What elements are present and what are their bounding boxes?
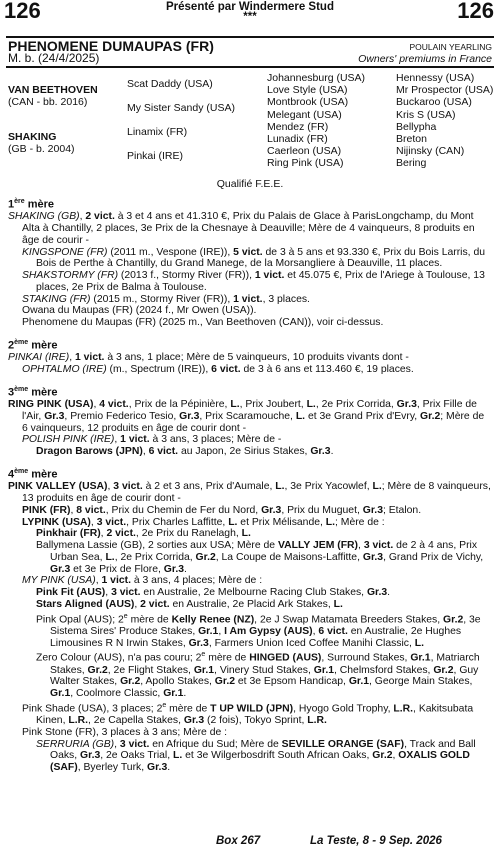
gen3-2: Montbrook (USA) xyxy=(267,96,349,109)
produce-serruria: SERRURIA (GB), 3 vict. en Afrique du Sud; Mère de SEVILLE ORANGE (SAF), Track and Ball Oaks, Gr.3, 2e Oaks Trial, L. et 3e Wilgerbosdrift South African Oaks, Gr.2, OXALIS GOLD (SAF), Byerley Turk, Gr.3. xyxy=(36,738,476,774)
gen4-0: Hennessy (USA) xyxy=(396,72,475,84)
produce-pink-stone: Pink Stone (FR), 3 places à 3 ans; Mère de : xyxy=(22,726,228,738)
gen4-3: Kris S (USA) xyxy=(396,108,456,121)
produce-pink-opal: Pink Opal (AUS); 2e mère de Kelly Renee (NZ), 2e J Swap Matamata Breeders Stakes, Gr.2, 3e Sistema Sires' Produce Stakes, Gr.1, I Am Gypsy (AUS), 6 vict. en Australie, 2e Hughes Limousines R N Irwin Stakes, Gr.3, Farmers Union Iced Coffee Manihi Classic, L. xyxy=(36,612,481,649)
gen2-3: Pinkai (IRE) xyxy=(127,150,184,162)
section-second-dam: 2ème mère xyxy=(8,338,58,352)
gen3-5: Lunadix (FR) xyxy=(267,133,328,146)
pedigree-rule xyxy=(6,66,494,68)
horse-sex-dob: M. b. (24/4/2025) xyxy=(8,51,100,65)
gen4-6: Nijinsky (CAN) xyxy=(396,145,465,158)
presenter-stars: *** xyxy=(243,11,257,23)
produce-owana: Owana du Maupas (FR) (2024 f., Mr Owen (USA)). xyxy=(22,305,257,317)
gen4-4: Bellypha xyxy=(396,120,437,133)
produce-pink: PINK (FR), 8 vict., Prix du Chemin de Fer du Nord, Gr.3, Prix du Muguet, Gr.3; Etalon. xyxy=(22,504,422,516)
gen4-7: Bering xyxy=(396,157,427,170)
produce-ballymena: Ballymena Lassie (GB), 2 sorties aux USA; Mère de VALLY JEM (FR), 3 vict. de 2 à 4 ans, Prix Urban Sea, L., 2e Prix Corrida, Gr.2, La Coupe de Maisons-Laffitte, Gr.3, Grand Prix de Vichy, Gr.3 et 3e Prix de Flore, Gr.3. xyxy=(36,540,484,575)
catalogue-header xyxy=(0,0,500,38)
gen3-3: Melegant (USA) xyxy=(267,108,342,121)
second-dam-para: PINKAI (IRE), 1 vict. à 3 ans, 1 place; Mère de 5 vainqueurs, 10 produits vivants dont - xyxy=(8,352,409,364)
produce-my-pink: MY PINK (USA), 1 vict. à 3 ans, 4 places; Mère de : xyxy=(22,575,263,587)
produce-pinkhair: Pinkhair (FR), 2 vict., 2e Prix du Ranelagh, L. xyxy=(36,528,251,540)
pedigree-gen4 xyxy=(396,72,493,170)
pedigree-gen3 xyxy=(267,72,365,170)
dam-family xyxy=(8,196,492,774)
gen3-1: Love Style (USA) xyxy=(267,84,348,97)
produce-ophtalmo: OPHTALMO (IRE) (m., Spectrum (IRE)), 6 vict. de 3 à 6 ans et 113.460 €, 19 places. xyxy=(22,364,414,376)
section-third-dam: 3ème mère xyxy=(8,385,58,399)
produce-pink-shade: Pink Shade (USA), 3 places; 2e mère de T UP WILD (JPN), Hyogo Gold Trophy, L.R., Kakitsubata Kinen, L.R., 2e Capella Stakes, Gr.3 (2 fois), Tokyo Sprint, L.R. xyxy=(22,701,474,727)
sale-location-dates: La Teste, 8 - 9 Sep. 2026 xyxy=(310,835,442,847)
produce-dragon-barows: Dragon Barows (JPN), 6 vict. au Japon, 2e Sirius Stakes, Gr.3. xyxy=(36,446,334,458)
gen2-2: Linamix (FR) xyxy=(127,126,188,138)
third-dam-para: RING PINK (USA), 4 vict., Prix de la Pépinière, L., Prix Joubert, L., 2e Prix Corrida, Gr.3, Prix Fille de l'Air, Gr.3, Premio Federico Tesio, Gr.3, Prix Scaramouche, L. et 3e Grand Prix d'Evry, Gr.2; Mère de 6 vainqueurs, 12 produits en âge de courir dont - xyxy=(8,399,485,434)
owners-note: Owners' premiums in France xyxy=(358,53,492,65)
dam-name: SHAKING xyxy=(8,131,57,143)
box-number: Box 267 xyxy=(216,835,261,847)
horse-name: PHENOMENE DUMAUPAS (FR) xyxy=(8,38,214,54)
lot-number-left: 126 xyxy=(4,0,41,23)
section-fourth-dam: 4ème mère xyxy=(8,467,58,481)
qualification-note: Qualifié F.E.E. xyxy=(216,178,284,190)
produce-pink-fit: Pink Fit (AUS), 3 vict. en Australie, 2e Melbourne Racing Club Stakes, Gr.3. xyxy=(36,587,391,599)
produce-staking: STAKING (FR) (2015 m., Stormy River (FR)), 1 vict., 3 places. xyxy=(22,293,310,305)
gen4-5: Breton xyxy=(396,133,427,146)
gen4-1: Mr Prospector (USA) xyxy=(396,84,494,97)
produce-phenomene: Phenomene du Maupas (FR) (2025 m., Van Beethoven (CAN)), voir ci-dessus. xyxy=(22,317,384,329)
first-dam-para: SHAKING (GB), 2 vict. à 3 et 4 ans et 41.310 €, Prix du Palais de Glace à ParisLongchamp, du Mont Alta à Chantilly, 2 places, 3e Prix de la Chesnaye à Deauville; Mère de 4 vainqueurs, 8 produits en âge de courir - xyxy=(8,211,475,246)
gen3-0: Johannesburg (USA) xyxy=(267,72,366,84)
fourth-dam-para: PINK VALLEY (USA), 3 vict. à 2 et 3 ans, Prix d'Aumale, L., 3e Prix Yacowlef, L.; Mère de 8 vainqueurs, 13 produits en âge de courir dont - xyxy=(8,481,491,505)
gen4-2: Buckaroo (USA) xyxy=(396,96,472,109)
sire-name: VAN BEETHOVEN xyxy=(8,84,98,96)
presenter-line xyxy=(0,2,500,22)
produce-lypink: LYPINK (USA), 3 vict., Prix Charles Laffitte, L. et Prix Mélisande, L.; Mère de : xyxy=(22,516,385,528)
produce-kingspone: KINGSPONE (FR) (2011 m., Vespone (IRE)), 5 vict. de 3 à 5 ans et 93.330 €, Prix du Bois Larris, du Bois de Perthe à Chantilly, du Grand Manege, de la Morsangliere à Deauville, 11 places. xyxy=(22,246,486,270)
gen3-6: Caerleon (USA) xyxy=(267,145,342,158)
gen2-0: Scat Daddy (USA) xyxy=(127,78,213,90)
section-first-dam: 1ère mère xyxy=(8,198,54,211)
horse-type: POULAIN YEARLING xyxy=(409,42,492,52)
dam-detail: (GB - b. 2004) xyxy=(8,143,75,156)
lot-number-right: 126 xyxy=(457,0,494,23)
gen3-4: Mendez (FR) xyxy=(267,120,329,133)
gen3-7: Ring Pink (USA) xyxy=(267,157,344,170)
sire-detail: (CAN - bb. 2016) xyxy=(8,96,88,109)
produce-zero-colour: Zero Colour (AUS), n'a pas couru; 2e mère de HINGED (AUS), Surround Stakes, Gr.1, Matriarch Stakes, Gr.2, 2e Flight Stakes, Gr.1, Vinery Stud Stakes, Gr.1, Chelmsford Stakes, Gr.2, Guy Walter Stakes, Gr.2, Apollo Stakes, Gr.2 et 3e Epsom Handicap, Gr.1, George Main Stakes, Gr.1, Coolmore Classic, Gr.1. xyxy=(36,651,480,700)
produce-shakstormy: SHAKSTORMY (FR) (2013 f., Stormy River (FR)), 1 vict. et 45.075 €, Prix de l'Ariege à Toulouse, 13 places, 2e Prix de Balma à Toulouse. xyxy=(22,270,485,293)
pedigree-dam xyxy=(8,131,75,155)
gen2-1: My Sister Sandy (USA) xyxy=(127,102,235,114)
presenter-name: Présenté par Windermere Stud xyxy=(166,1,334,13)
pedigree-sire xyxy=(8,84,98,108)
produce-stars-aligned: Stars Aligned (AUS), 2 vict. en Australie, 2e Placid Ark Stakes, L. xyxy=(36,598,343,610)
produce-polish-pink: POLISH PINK (IRE), 1 vict. à 3 ans, 3 places; Mère de - xyxy=(22,434,282,446)
